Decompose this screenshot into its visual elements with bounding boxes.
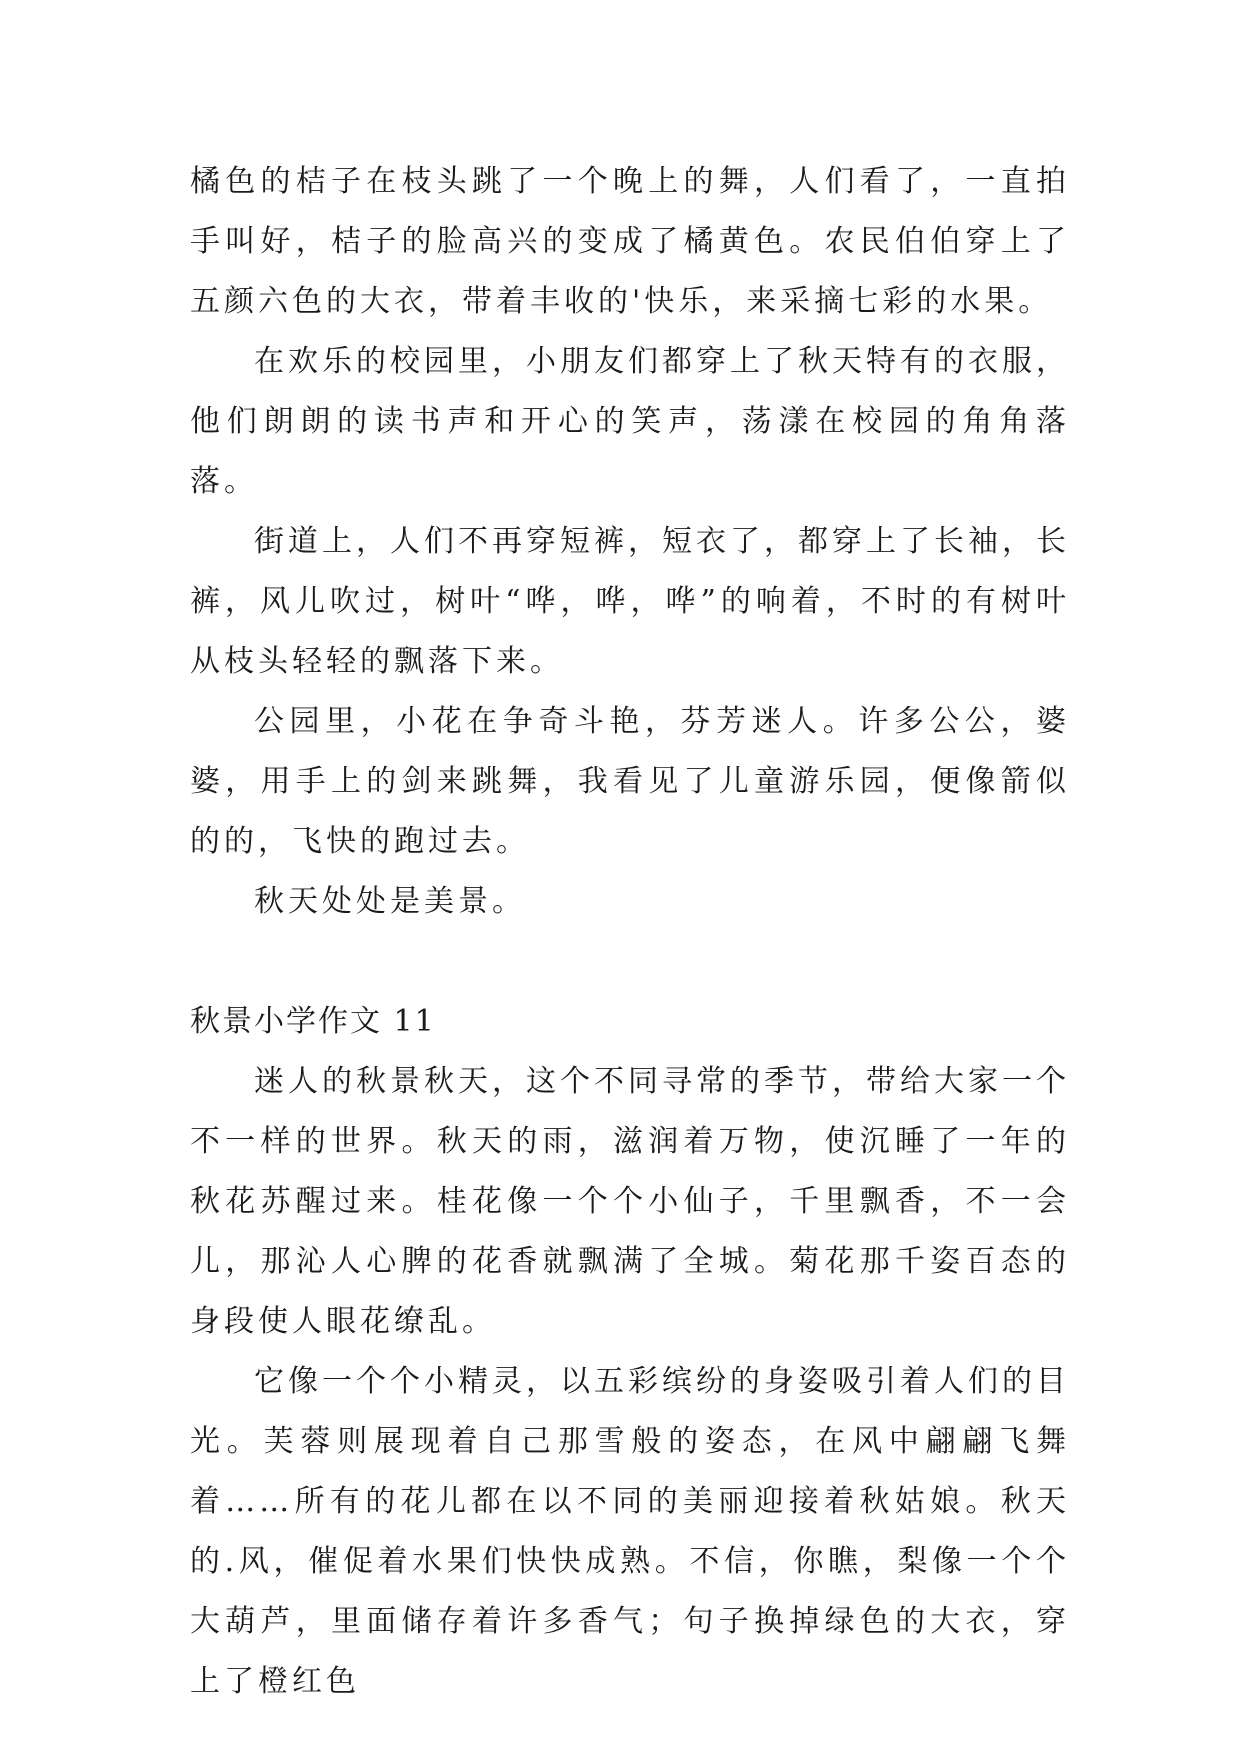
paragraph: 公园里，小花在争奇斗艳，芬芳迷人。许多公公，婆婆，用手上的剑来跳舞，我看见了儿童游乐园，便像箭似的的，飞快的跑过去。 — [190, 704, 1070, 859]
paragraph: 街道上，人们不再穿短裤，短衣了，都穿上了长袖，长裤，风儿吹过，树叶“哗，哗，哗”的响着，不时的有树叶从枝头轻轻的飘落下来。 — [190, 524, 1070, 679]
paragraph: 在欢乐的校园里，小朋友们都穿上了秋天特有的衣服，他们朗朗的读书声和开心的笑声，荡漾在校园的角角落落。 — [190, 344, 1070, 499]
paragraph: 它像一个个小精灵，以五彩缤纷的身姿吸引着人们的目光。芙蓉则展现着自己那雪般的姿态，在风中翩翩飞舞着……所有的花儿都在以不同的美丽迎接着秋姑娘。秋天的.风，催促着水果们快快成熟。不信，你瞧，梨像一个个大葫芦，里面储存着许多香气；句子换掉绿色的大衣，穿上了橙红色 — [190, 1364, 1070, 1699]
section-gap — [190, 932, 1070, 992]
paragraph: 迷人的秋景秋天，这个不同寻常的季节，带给大家一个不一样的世界。秋天的雨，滋润着万物，使沉睡了一年的秋花苏醒过来。桂花像一个个小仙子，千里飘香，不一会儿，那沁人心脾的花香就飘满了全城。菊花那千姿百态的身段使人眼花缭乱。 — [190, 1064, 1070, 1339]
paragraph: 橘色的桔子在枝头跳了一个晚上的舞，人们看了，一直拍手叫好，桔子的脸高兴的变成了橘黄色。农民伯伯穿上了五颜六色的大衣，带着丰收的'快乐，来采摘七彩的水果。 — [190, 164, 1070, 319]
section-title: 秋景小学作文 11 — [190, 1004, 436, 1039]
paragraph: 秋天处处是美景。 — [254, 884, 526, 919]
document-body — [190, 152, 1070, 1712]
